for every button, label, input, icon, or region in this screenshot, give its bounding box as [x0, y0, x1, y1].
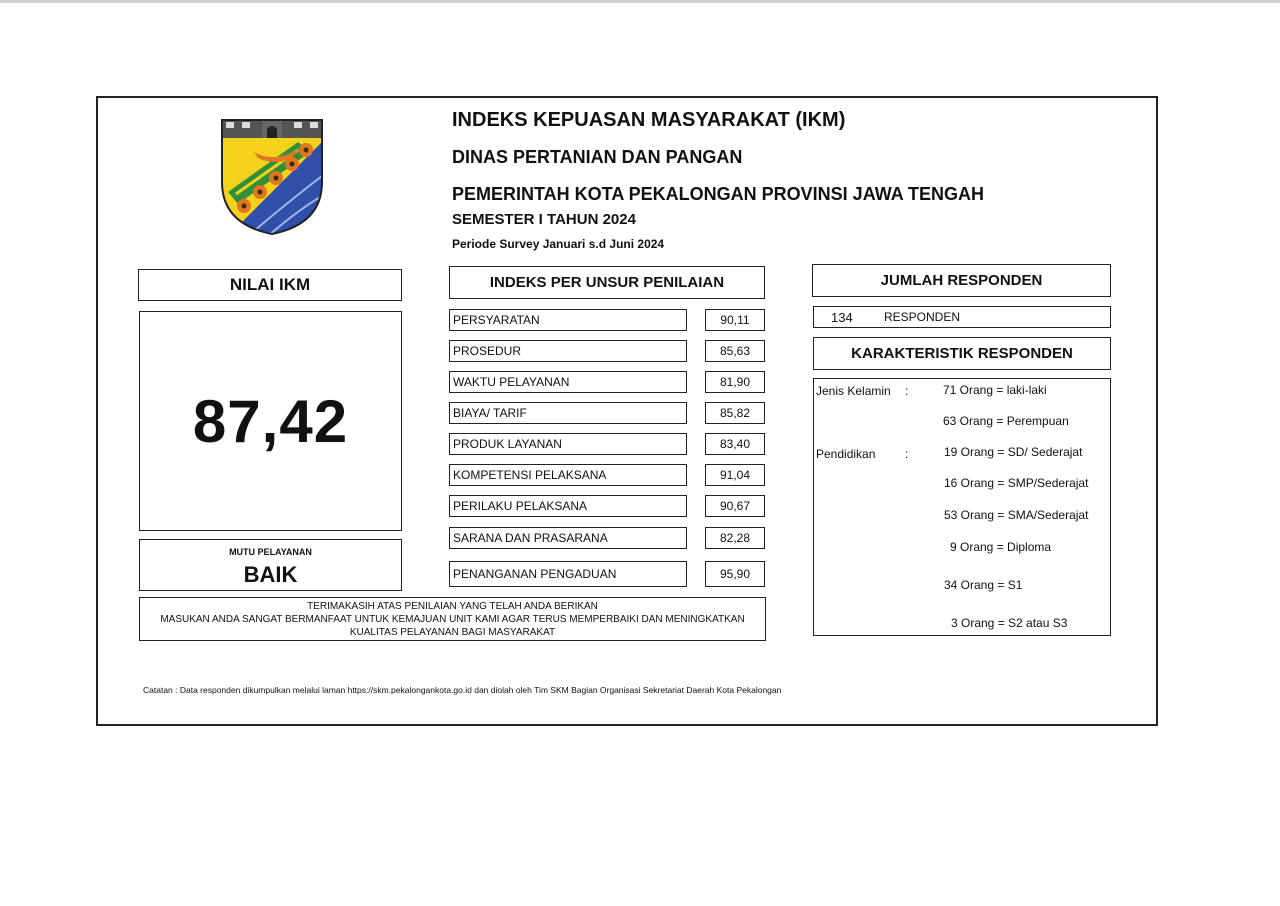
gender-male: 71 Orang = laki-laki — [943, 383, 1047, 397]
indeks-label-persyaratan: PERSYARATAN — [449, 309, 687, 331]
survey-period: Periode Survey Januari s.d Juni 2024 — [452, 237, 665, 251]
indeks-label-sarana-prasarana: SARANA DAN PRASARANA — [449, 527, 687, 549]
nilai-ikm-heading: NILAI IKM — [138, 269, 402, 301]
education-sma: 53 Orang = SMA/Sederajat — [944, 508, 1089, 522]
education-label: Pendidikan — [816, 447, 876, 461]
indeks-value-sarana-prasarana: 82,28 — [705, 527, 765, 549]
jumlah-responden-heading: JUMLAH RESPONDEN — [812, 264, 1111, 297]
nilai-ikm-value: 87,42 — [139, 311, 402, 531]
education-diploma: 9 Orang = Diploma — [950, 540, 1052, 554]
message-line-3: KUALITAS PELAYANAN BAGI MASYARAKAT — [349, 627, 556, 638]
mutu-pelayanan-value: BAIK — [243, 562, 298, 587]
education-s1: 34 Orang = S1 — [944, 578, 1023, 592]
indeks-label-perilaku-pelaksana: PERILAKU PELAKSANA — [449, 495, 687, 517]
responden-count: 134 — [831, 310, 853, 325]
education-s2-s3: 3 Orang = S2 atau S3 — [951, 616, 1068, 630]
mutu-pelayanan-box — [139, 539, 402, 591]
government-name: PEMERINTAH KOTA PEKALONGAN PROVINSI JAWA TENGAH — [452, 184, 985, 204]
indeks-heading: INDEKS PER UNSUR PENILAIAN — [449, 266, 765, 299]
indeks-label-produk-layanan: PRODUK LAYANAN — [449, 433, 687, 455]
education-smp: 16 Orang = SMP/Sederajat — [944, 476, 1089, 490]
gender-female: 63 Orang = Perempuan — [943, 414, 1069, 428]
indeks-value-prosedur: 85,63 — [705, 340, 765, 362]
education-separator: : — [905, 447, 909, 461]
indeks-value-persyaratan: 90,11 — [705, 309, 765, 331]
indeks-label-waktu-pelayanan: WAKTU PELAYANAN — [449, 371, 687, 393]
report-title: INDEKS KEPUASAN MASYARAKAT (IKM) — [452, 109, 846, 131]
karakteristik-heading: KARAKTERISTIK RESPONDEN — [813, 337, 1111, 370]
message-line-2: MASUKAN ANDA SANGAT BERMANFAAT UNTUK KEMAJUAN UNIT KAMI AGAR TERUS MEMPERBAIKI DAN MENINGKATKAN — [160, 614, 745, 625]
semester-label: SEMESTER I TAHUN 2024 — [452, 211, 636, 228]
indeks-value-perilaku-pelaksana: 90,67 — [705, 495, 765, 517]
pekalongan-emblem-logo — [218, 112, 326, 236]
message-line-1: TERIMAKASIH ATAS PENILAIAN YANG TELAH ANDA BERIKAN — [307, 601, 598, 612]
indeks-value-waktu-pelayanan: 81,90 — [705, 371, 765, 393]
gender-label: Jenis Kelamin — [816, 384, 891, 398]
thank-you-message — [139, 597, 766, 641]
indeks-label-prosedur: PROSEDUR — [449, 340, 687, 362]
indeks-label-biaya-tarif: BIAYA/ TARIF — [449, 402, 687, 424]
responden-unit: RESPONDEN — [884, 310, 961, 324]
indeks-value-produk-layanan: 83,40 — [705, 433, 765, 455]
jumlah-responden-row — [813, 306, 1111, 328]
agency-name: DINAS PERTANIAN DAN PANGAN — [452, 147, 743, 167]
education-sd: 19 Orang = SD/ Sederajat — [944, 445, 1083, 459]
indeks-label-penanganan-pengaduan: PENANGANAN PENGADUAN — [449, 561, 687, 587]
indeks-value-kompetensi-pelaksana: 91,04 — [705, 464, 765, 486]
indeks-value-penanganan-pengaduan: 95,90 — [705, 561, 765, 587]
data-source-note: Catatan : Data responden dikumpulkan melalui laman https://skm.pekalongankota.go.id dan diolah oleh Tim SKM Bagian Organisasi Sekretariat Daerah Kota Pekalongan — [143, 685, 782, 695]
scan-edge — [0, 0, 1280, 3]
indeks-value-biaya-tarif: 85,82 — [705, 402, 765, 424]
gender-separator: : — [905, 384, 909, 398]
indeks-label-kompetensi-pelaksana: KOMPETENSI PELAKSANA — [449, 464, 687, 486]
mutu-pelayanan-label: MUTU PELAYANAN — [229, 547, 312, 557]
